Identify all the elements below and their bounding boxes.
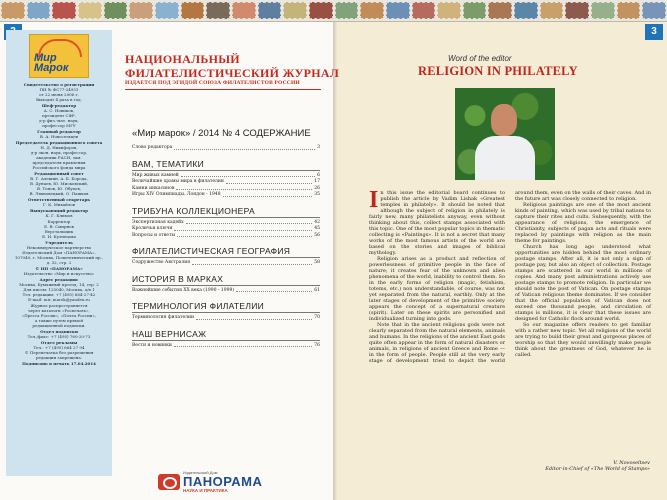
- imprint-block: [9, 208, 109, 218]
- mir-marok-logo: [29, 34, 89, 78]
- toc-item[interactable]: [132, 288, 320, 295]
- stamp-thumbnail: [617, 2, 641, 19]
- article-body: [369, 187, 651, 448]
- imprint-block-title: Редакционный совет: [34, 171, 84, 176]
- imprint-line: д-р физ.-мат. наук,: [39, 118, 79, 123]
- stamp-thumbnail: [129, 2, 153, 19]
- imprint-line: Российского фонда мира: [32, 165, 86, 170]
- imprint-block-title: Свидетельство о регистрации: [23, 82, 95, 87]
- imprint-line: ПИ № ФС77-24951: [39, 87, 79, 92]
- imprint-line: E-mail: mir_marok@yandex.ru: [28, 297, 90, 302]
- imprint-line: Н. Д. Никифоров,: [40, 145, 78, 150]
- imprint-block-title: Шеф-редактор: [41, 103, 77, 108]
- toc-title: «Мир марок» / 2014 № 4 СОДЕРЖАНИЕ: [132, 128, 311, 139]
- imprint-line: Некоммерческое партнерство: [26, 245, 92, 250]
- signature-name: V. Novoseltsev: [613, 460, 650, 466]
- drop-cap: I: [369, 187, 379, 213]
- stamp-thumbnail: [488, 2, 512, 19]
- imprint-line: редакционной подписки.: [32, 323, 86, 328]
- toc-section-heading: НАШ ВЕРНИСАЖ: [132, 329, 320, 341]
- imprint-block: [9, 240, 109, 265]
- imprint-block: [9, 303, 109, 328]
- toc-item[interactable]: [132, 233, 320, 240]
- article-paragraph: Note that in the ancient religions gods were not clearly separated from the natural elements, animals and humans. In the religions of the ancient East gods quite often appear in the form of natural disasters or animals, in religions of ancient Greece and Rome — in the form of people. People still at the very early stage of development tried to depict the world around them, even on the walls of their caves. And in the future art was closely connected to religion.: [369, 190, 651, 364]
- stamp-thumbnail: [78, 2, 102, 19]
- imprint-line: 107040, г. Москва, Политехнический пр.,: [14, 255, 104, 260]
- imprint-line: Тел. редакции: +7 (495) 664-27-42: [22, 292, 96, 297]
- stamp-strip: [0, 0, 667, 22]
- imprint-line: «Пресса России», «Почта России»,: [21, 313, 97, 318]
- imprint-block-title: Председатель редакционного совета: [15, 140, 103, 145]
- imprint-line: через каталоги «Роспечать»,: [28, 308, 90, 313]
- publisher-tagline: НАУКА И ПРАКТИКА: [183, 488, 228, 493]
- stamp-thumbnail: [437, 2, 461, 19]
- toc-intro-row[interactable]: [132, 145, 320, 152]
- imprint-block: [9, 266, 109, 276]
- imprint-block-title: Ответственный секретарь: [27, 197, 91, 202]
- toc-item-text: Кроличьи ключи: [132, 226, 173, 231]
- imprint-line: Е. В. Смирнов: [44, 224, 74, 229]
- editor-photo: [455, 88, 555, 180]
- imprint-line: А. С. Новиков,: [43, 108, 75, 113]
- toc-section-heading: ТЕРМИНОЛОГИЯ ФИЛАТЕЛИИ: [132, 301, 320, 313]
- toc-item-text: Вести и новинки: [132, 342, 172, 348]
- stamp-thumbnail: [565, 2, 589, 19]
- toc-item-text: Мир живых камней: [132, 172, 179, 178]
- toc-section-heading: ТРИБУНА КОЛЛЕКЦИОНЕРА: [132, 206, 320, 218]
- imprint-line: д-р экон. наук, профессор,: [30, 150, 88, 155]
- imprint-line: председателя правления: [32, 160, 86, 165]
- toc-item[interactable]: [132, 315, 320, 322]
- masthead-divider: [125, 89, 321, 90]
- imprint-line: Выходит 4 раза в год.: [36, 97, 82, 102]
- imprint-block: [9, 277, 109, 302]
- toc-item-text: Слово редактора: [132, 145, 173, 150]
- imprint-line: редакции запрещена.: [35, 355, 83, 360]
- publisher-logo: [158, 470, 262, 493]
- stamp-thumbnail: [283, 2, 307, 19]
- toc-section-heading: ФИЛАТЕЛИСТИЧЕСКАЯ ГЕОГРАФИЯ: [132, 246, 320, 258]
- imprint-block: [9, 219, 109, 239]
- stamp-thumbnail: [386, 2, 410, 19]
- page-number-right: 3: [645, 24, 663, 40]
- stamp-thumbnail: [104, 2, 128, 19]
- imprint-line: академик РАСН, зам.: [36, 155, 82, 160]
- imprint-line: В. А. Новосельцев: [39, 134, 79, 139]
- masthead: [125, 52, 339, 80]
- imprint-block: [9, 197, 109, 207]
- toc-item-page: 35: [314, 192, 320, 197]
- imprint-block-title: Адрес редакции:: [39, 277, 79, 282]
- masthead-line1: НАЦИОНАЛЬНЫЙ: [125, 52, 240, 66]
- imprint-sidebar: [6, 30, 112, 476]
- toc-section-heading: ИСТОРИЯ В МАРКАХ: [132, 274, 320, 286]
- publisher-name: ПАНОРАМА: [183, 474, 263, 489]
- toc-item-page: 17: [314, 179, 320, 184]
- imprint-block-title: Выпускающий редактор: [30, 208, 88, 213]
- stamp-thumbnail: [258, 2, 282, 19]
- imprint-line: Тел./факс: +7 (495) 760-20-73: [27, 334, 91, 339]
- stamp-thumbnail: [309, 2, 333, 19]
- imprint-block: [9, 340, 109, 360]
- imprint-line: Г. К. Михайлов: [42, 202, 76, 207]
- publisher-small: Издательский Дом: [183, 470, 218, 475]
- imprint-block: [9, 129, 109, 139]
- stamp-thumbnail: [155, 2, 179, 19]
- imprint-line: Издательский Дом «ПАНОРАМА»,: [22, 250, 96, 255]
- imprint-block: [9, 361, 109, 366]
- masthead-line2: ФИЛАТЕЛИСТИЧЕСКИЙ ЖУРНАЛ: [125, 66, 340, 80]
- toc-item-text: Величайшие храмы мира в филателии: [132, 179, 224, 184]
- imprint-line: Для писем: 125040, Москва, а/я 1: [23, 287, 95, 292]
- imprint-block: [9, 329, 109, 339]
- toc-item-page: 76: [314, 342, 320, 348]
- stamp-thumbnail: [463, 2, 487, 19]
- logo-line1: Мир: [34, 52, 57, 64]
- imprint-block-title: Подписано в печать 17.04.2014: [22, 361, 96, 366]
- toc-item-text: Экспертизная кадейх: [132, 219, 184, 225]
- imprint-line: В. Ляхновецкий, О. Пашков: [29, 191, 89, 196]
- panorama-icon: [158, 474, 180, 490]
- imprint-line: В. Дунаев, Ю. Мисковский,: [29, 181, 89, 186]
- stamp-thumbnail: [52, 2, 76, 19]
- toc-item-page: 61: [314, 287, 320, 293]
- masthead-subtitle: ИЗДАЕТСЯ ПОД ЭГИДОЙ СОЮЗА ФИЛАТЕЛИСТОВ РОССИИ: [125, 80, 300, 86]
- toc-item[interactable]: [132, 343, 320, 350]
- stamp-thumbnail: [206, 2, 230, 19]
- imprint-line: от 22 июня 2006 г.: [39, 92, 79, 97]
- toc-item-text: Камни инкасинов: [132, 185, 175, 191]
- toc-item-text: Вопросы и ответы: [132, 232, 176, 238]
- imprint-line: В. Тонов, Ю. Обухов,: [37, 186, 81, 191]
- imprint-line: Верстальщик: [44, 229, 74, 234]
- imprint-block: [9, 103, 109, 128]
- stamp-thumbnail: [181, 2, 205, 19]
- imprint-line: Е. И. Кузнецова: [42, 234, 76, 239]
- stamp-thumbnail: [360, 2, 384, 19]
- toc-item-text: Содружество Австралия: [132, 260, 191, 265]
- imprint-block: [9, 171, 109, 196]
- toc-section: [132, 206, 320, 240]
- stamp-thumbnail: [335, 2, 359, 19]
- toc-item-page: 26: [314, 185, 320, 191]
- imprint-line: Журнал распространяется: [30, 303, 88, 308]
- toc-item-page: 70: [314, 315, 320, 320]
- imprint-text: [9, 82, 109, 366]
- toc-item[interactable]: [132, 260, 320, 267]
- article-signature: [540, 460, 650, 472]
- imprint-block-title: Учредитель: [45, 240, 73, 245]
- article-title: RELIGION IN PHILATELY: [418, 64, 578, 78]
- article-paragraph: Religious paintings are one of the most ancient kinds of painting, which was used by tribal nations to capture their rites and cults. Subsequently, with the appearance of religions, the emergence of Christianity, subjects of pagan acts and rituals were replaced by paintings with religion as the main theme for paintings.: [515, 202, 651, 244]
- signature-role: Editor-in-Chief of «The World of Stamps»: [545, 466, 650, 472]
- imprint-block-title: © НП «ПАНОРАМА»: [35, 266, 83, 271]
- stamp-thumbnail: [642, 2, 666, 19]
- toc-item-text: Важнейшие события XX века (1990 - 1999): [132, 287, 235, 293]
- toc-item-page: 6: [317, 172, 320, 178]
- toc-sections: [132, 159, 320, 350]
- imprint-line: © Перепечатка без разрешения: [24, 350, 94, 355]
- toc-section: [132, 159, 320, 199]
- stamp-thumbnail: [591, 2, 615, 19]
- article-paragraph: Religion arises as a product and reflection of powerlessness of primitive people in the face of nature; it creates fear of the unknown and alien phenomena of the world, inability to control them. So in the early forms of religion (magic, fetishism, totems, etc.) non understandable, of course, was not yet separated from the natural, earthly. Only at the later stages of development of the primitive society appears the concept of a supernatural creature (spirit). Later on these spirits are personified and individualized turning into gods.: [369, 256, 505, 322]
- imprint-line: К. Г. Климов: [45, 213, 73, 218]
- stamp-thumbnail: [514, 2, 538, 19]
- imprint-line: Издательство «Мир и искусство»: [23, 271, 95, 276]
- imprint-line: Тел.: +7 (495) 664 27 94: [33, 345, 85, 350]
- imprint-line: д. 32, стр. 2: [46, 260, 72, 265]
- article-kicker: Word of the editor: [448, 54, 512, 63]
- stamp-thumbnail: [27, 2, 51, 19]
- imprint-block: [9, 82, 109, 102]
- toc-item-page: 3: [317, 145, 320, 150]
- article-paragraph: Church has long ago understood what opportunities are hidden behind the most ordinary postage stamps. After all, it is not only a sign of postage pay, but also an object of collection. Postage stamps are scattered in our world in millions of copies. And many post administrations actively use postage stamps to promote religion. In particular we should note the post of Vatican. On postage stamps of Vatican religious theme dominates. If we consider that the official population of Vatican does not exceed one thousand people, and circulation of stamps is millions, it is clear that these issues are designed for Catholic flock around world.: [515, 244, 651, 322]
- toc-item-page: 42: [314, 219, 320, 225]
- toc-section: [132, 329, 320, 350]
- imprint-block-title: Главный редактор: [37, 129, 81, 134]
- stamp-thumbnail: [540, 2, 564, 19]
- toc-item-text: Игры XIV Олимпиады. Лондон - 1948: [132, 192, 221, 197]
- toc-item-text: Терминология филателии: [132, 315, 195, 320]
- logo-line2: Марок: [34, 62, 69, 74]
- toc-item-page: 45: [314, 226, 320, 231]
- article-paragraph: So our magazine offers readers to get familiar with a rather new topic. Yet all religions of the world are trying to build their great and gorgeous places of worship so that they would unwillingly make people think about the greatness of God, whatever he is called.: [515, 322, 651, 358]
- stamp-thumbnail: [412, 2, 436, 19]
- imprint-line: В. Г. Алешин, А. Б. Борода,: [30, 176, 88, 181]
- imprint-block-title: Отдел подписки: [40, 329, 78, 334]
- imprint-line: Москва, Бумажный проезд, 14, стр. 2: [19, 282, 99, 287]
- toc-section: [132, 246, 320, 267]
- stamp-thumbnail: [232, 2, 256, 19]
- toc-item-page: 58: [314, 260, 320, 265]
- toc-section: [132, 301, 320, 322]
- table-of-contents: [132, 128, 320, 349]
- imprint-line: профессор МГУ: [42, 123, 76, 128]
- stamp-thumbnail: [1, 2, 25, 19]
- imprint-block-title: Отдел рекламы: [40, 340, 78, 345]
- imprint-block: [9, 140, 109, 170]
- imprint-line: президент СФР,: [42, 113, 76, 118]
- article-paragraph: In this issue the editorial board continues to publish the article by Vadim Lishak «Greatest temples in philately». It should be noted that although the subject of religion in philately is fairly new, many philatelists anyway, even without thinking about this, collect stamps associated with this topic. One of the most popular topics in thematic collecting is «Paintings». It is not a secret that many works of the most famous artists of the world are based on the stories and images of biblical mythology.: [369, 187, 505, 256]
- toc-section: [132, 274, 320, 295]
- toc-section-heading: ВАМ, ТЕМАТИКИ: [132, 159, 320, 171]
- toc-item[interactable]: [132, 192, 320, 199]
- toc-item-page: 56: [314, 232, 320, 238]
- imprint-line: Корректор: [47, 219, 71, 224]
- imprint-line: а также путем прямой: [35, 318, 83, 323]
